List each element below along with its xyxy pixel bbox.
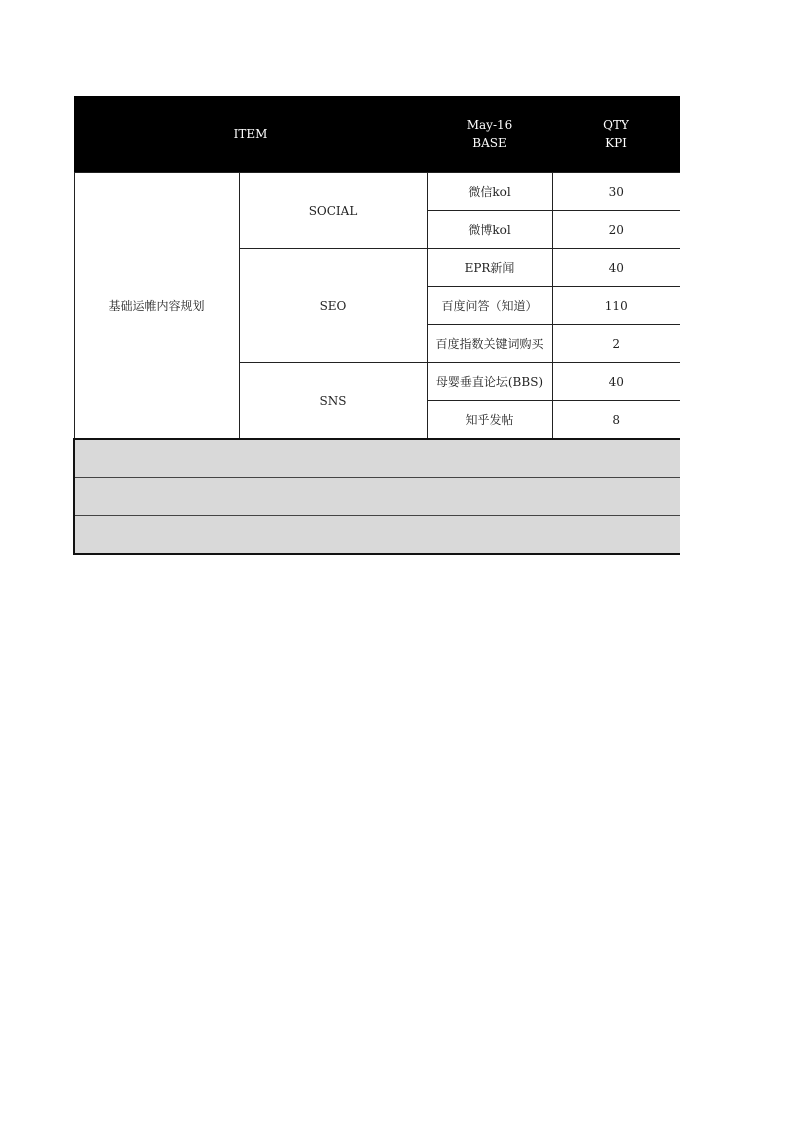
category-cell: 基础运帷内容规划 <box>74 173 239 440</box>
header-kpi <box>552 96 680 173</box>
group-sns: SNS <box>239 363 427 440</box>
base-cell: EPR新闻 <box>427 249 552 287</box>
summary-cell <box>74 516 680 555</box>
kpi-table <box>73 96 680 555</box>
base-cell: 微博kol <box>427 211 552 249</box>
base-cell: 百度指数关键词购买 <box>427 325 552 363</box>
kpi-cell: 30 <box>552 173 680 211</box>
base-cell: 母婴垂直论坛(BBS) <box>427 363 552 401</box>
header-base <box>427 96 552 173</box>
header-base-label: BASE <box>472 136 507 150</box>
kpi-cell: 110 <box>552 287 680 325</box>
kpi-cell: 20 <box>552 211 680 249</box>
summary-row <box>74 439 680 478</box>
table-row <box>74 173 680 211</box>
kpi-cell: 40 <box>552 363 680 401</box>
header-kpi-label: KPI <box>605 136 627 150</box>
header-row <box>74 96 680 173</box>
base-cell: 微信kol <box>427 173 552 211</box>
summary-row <box>74 516 680 555</box>
header-item: ITEM <box>74 96 427 173</box>
group-seo: SEO <box>239 249 427 363</box>
base-cell: 知乎发帖 <box>427 401 552 440</box>
header-base-month: May-16 <box>466 118 513 132</box>
header-kpi-qty: QTY <box>603 118 629 132</box>
summary-cell <box>74 439 680 478</box>
summary-cell <box>74 478 680 516</box>
summary-row <box>74 478 680 516</box>
group-social: SOCIAL <box>239 173 427 249</box>
base-cell: 百度问答（知道） <box>427 287 552 325</box>
kpi-cell: 2 <box>552 325 680 363</box>
kpi-cell: 40 <box>552 249 680 287</box>
kpi-cell: 8 <box>552 401 680 440</box>
